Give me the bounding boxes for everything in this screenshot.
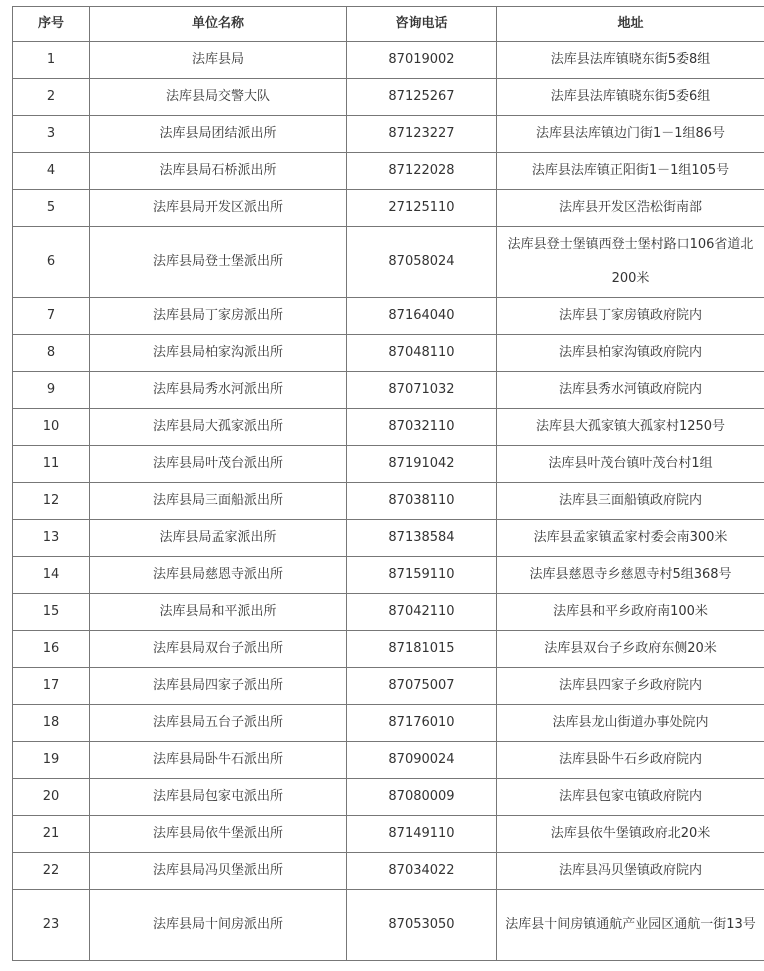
cell-index: 12 [13, 483, 90, 520]
cell-address: 法库县慈恩寺乡慈恩寺村5组368号 [497, 557, 764, 594]
header-unit-name: 单位名称 [90, 7, 347, 42]
cell-unit-name: 法库县局依牛堡派出所 [90, 816, 347, 853]
cell-phone: 87071032 [347, 372, 497, 409]
cell-phone: 87053050 [347, 890, 497, 961]
table-row [13, 227, 764, 298]
table-row [13, 816, 764, 853]
cell-address: 法库县叶茂台镇叶茂台村1组 [497, 446, 764, 483]
table-row [13, 409, 764, 446]
table-row [13, 335, 764, 372]
cell-index: 11 [13, 446, 90, 483]
cell-address: 法库县双台子乡政府东侧20米 [497, 631, 764, 668]
cell-address: 法库县丁家房镇政府院内 [497, 298, 764, 335]
table-row [13, 742, 764, 779]
cell-address: 法库县三面船镇政府院内 [497, 483, 764, 520]
cell-address: 法库县秀水河镇政府院内 [497, 372, 764, 409]
cell-index: 7 [13, 298, 90, 335]
cell-address: 法库县包家屯镇政府院内 [497, 779, 764, 816]
table-header-row [13, 7, 764, 42]
cell-unit-name: 法库县局十间房派出所 [90, 890, 347, 961]
cell-index: 3 [13, 116, 90, 153]
cell-index: 19 [13, 742, 90, 779]
cell-phone: 87032110 [347, 409, 497, 446]
cell-unit-name: 法库县局慈恩寺派出所 [90, 557, 347, 594]
cell-unit-name: 法库县局冯贝堡派出所 [90, 853, 347, 890]
cell-unit-name: 法库县局包家屯派出所 [90, 779, 347, 816]
cell-unit-name: 法库县局登士堡派出所 [90, 227, 347, 298]
cell-index: 16 [13, 631, 90, 668]
cell-address: 法库县法库镇晓东街5委8组 [497, 42, 764, 79]
cell-address: 法库县依牛堡镇政府北20米 [497, 816, 764, 853]
cell-phone: 87042110 [347, 594, 497, 631]
cell-unit-name: 法库县局石桥派出所 [90, 153, 347, 190]
cell-index: 8 [13, 335, 90, 372]
cell-index: 18 [13, 705, 90, 742]
cell-phone: 87019002 [347, 42, 497, 79]
cell-phone: 87138584 [347, 520, 497, 557]
cell-phone: 87159110 [347, 557, 497, 594]
cell-unit-name: 法库县局五台子派出所 [90, 705, 347, 742]
cell-index: 6 [13, 227, 90, 298]
cell-address: 法库县龙山街道办事处院内 [497, 705, 764, 742]
cell-unit-name: 法库县局秀水河派出所 [90, 372, 347, 409]
cell-address: 法库县和平乡政府南100米 [497, 594, 764, 631]
table-row [13, 79, 764, 116]
cell-phone: 87034022 [347, 853, 497, 890]
cell-phone: 27125110 [347, 190, 497, 227]
cell-phone: 87090024 [347, 742, 497, 779]
table-row [13, 483, 764, 520]
cell-unit-name: 法库县局丁家房派出所 [90, 298, 347, 335]
table-row [13, 853, 764, 890]
cell-index: 22 [13, 853, 90, 890]
table-row [13, 557, 764, 594]
cell-unit-name: 法库县局叶茂台派出所 [90, 446, 347, 483]
table-row [13, 153, 764, 190]
cell-phone: 87075007 [347, 668, 497, 705]
table-body [13, 42, 764, 961]
cell-address: 法库县开发区浩松街南部 [497, 190, 764, 227]
cell-phone: 87080009 [347, 779, 497, 816]
table-row [13, 890, 764, 961]
cell-unit-name: 法库县局双台子派出所 [90, 631, 347, 668]
cell-phone: 87164040 [347, 298, 497, 335]
table-row [13, 668, 764, 705]
cell-address: 法库县大孤家镇大孤家村1250号 [497, 409, 764, 446]
cell-phone: 87125267 [347, 79, 497, 116]
table-row [13, 116, 764, 153]
cell-address: 法库县登士堡镇西登士堡村路口106省道北200米 [497, 227, 764, 298]
cell-unit-name: 法库县局和平派出所 [90, 594, 347, 631]
cell-unit-name: 法库县局三面船派出所 [90, 483, 347, 520]
cell-index: 23 [13, 890, 90, 961]
cell-phone: 87122028 [347, 153, 497, 190]
cell-index: 20 [13, 779, 90, 816]
cell-index: 14 [13, 557, 90, 594]
cell-address: 法库县孟家镇孟家村委会南300米 [497, 520, 764, 557]
cell-phone: 87149110 [347, 816, 497, 853]
cell-unit-name: 法库县局 [90, 42, 347, 79]
cell-index: 10 [13, 409, 90, 446]
table-row [13, 298, 764, 335]
cell-index: 4 [13, 153, 90, 190]
cell-phone: 87048110 [347, 335, 497, 372]
cell-address: 法库县法库镇晓东街5委6组 [497, 79, 764, 116]
table-row [13, 446, 764, 483]
table-row [13, 779, 764, 816]
cell-index: 9 [13, 372, 90, 409]
cell-address: 法库县十间房镇通航产业园区通航一街13号 [497, 890, 764, 961]
table-row [13, 190, 764, 227]
cell-index: 21 [13, 816, 90, 853]
cell-address: 法库县冯贝堡镇政府院内 [497, 853, 764, 890]
police-station-table [12, 6, 764, 961]
table-row [13, 42, 764, 79]
cell-unit-name: 法库县局大孤家派出所 [90, 409, 347, 446]
cell-unit-name: 法库县局卧牛石派出所 [90, 742, 347, 779]
table-row [13, 520, 764, 557]
cell-address: 法库县四家子乡政府院内 [497, 668, 764, 705]
cell-unit-name: 法库县局四家子派出所 [90, 668, 347, 705]
header-address: 地址 [497, 7, 764, 42]
cell-phone: 87191042 [347, 446, 497, 483]
cell-phone: 87038110 [347, 483, 497, 520]
cell-phone: 87123227 [347, 116, 497, 153]
header-phone: 咨询电话 [347, 7, 497, 42]
header-index: 序号 [13, 7, 90, 42]
cell-unit-name: 法库县局团结派出所 [90, 116, 347, 153]
cell-unit-name: 法库县局开发区派出所 [90, 190, 347, 227]
cell-address: 法库县卧牛石乡政府院内 [497, 742, 764, 779]
cell-unit-name: 法库县局交警大队 [90, 79, 347, 116]
cell-phone: 87181015 [347, 631, 497, 668]
table-row [13, 594, 764, 631]
cell-index: 15 [13, 594, 90, 631]
cell-unit-name: 法库县局柏家沟派出所 [90, 335, 347, 372]
cell-address: 法库县柏家沟镇政府院内 [497, 335, 764, 372]
table-row [13, 372, 764, 409]
cell-index: 17 [13, 668, 90, 705]
cell-unit-name: 法库县局孟家派出所 [90, 520, 347, 557]
cell-index: 1 [13, 42, 90, 79]
cell-address: 法库县法库镇正阳街1－1组105号 [497, 153, 764, 190]
table-row [13, 705, 764, 742]
cell-phone: 87176010 [347, 705, 497, 742]
table-row [13, 631, 764, 668]
cell-index: 2 [13, 79, 90, 116]
cell-index: 13 [13, 520, 90, 557]
cell-phone: 87058024 [347, 227, 497, 298]
cell-address: 法库县法库镇边门街1－1组86号 [497, 116, 764, 153]
cell-index: 5 [13, 190, 90, 227]
